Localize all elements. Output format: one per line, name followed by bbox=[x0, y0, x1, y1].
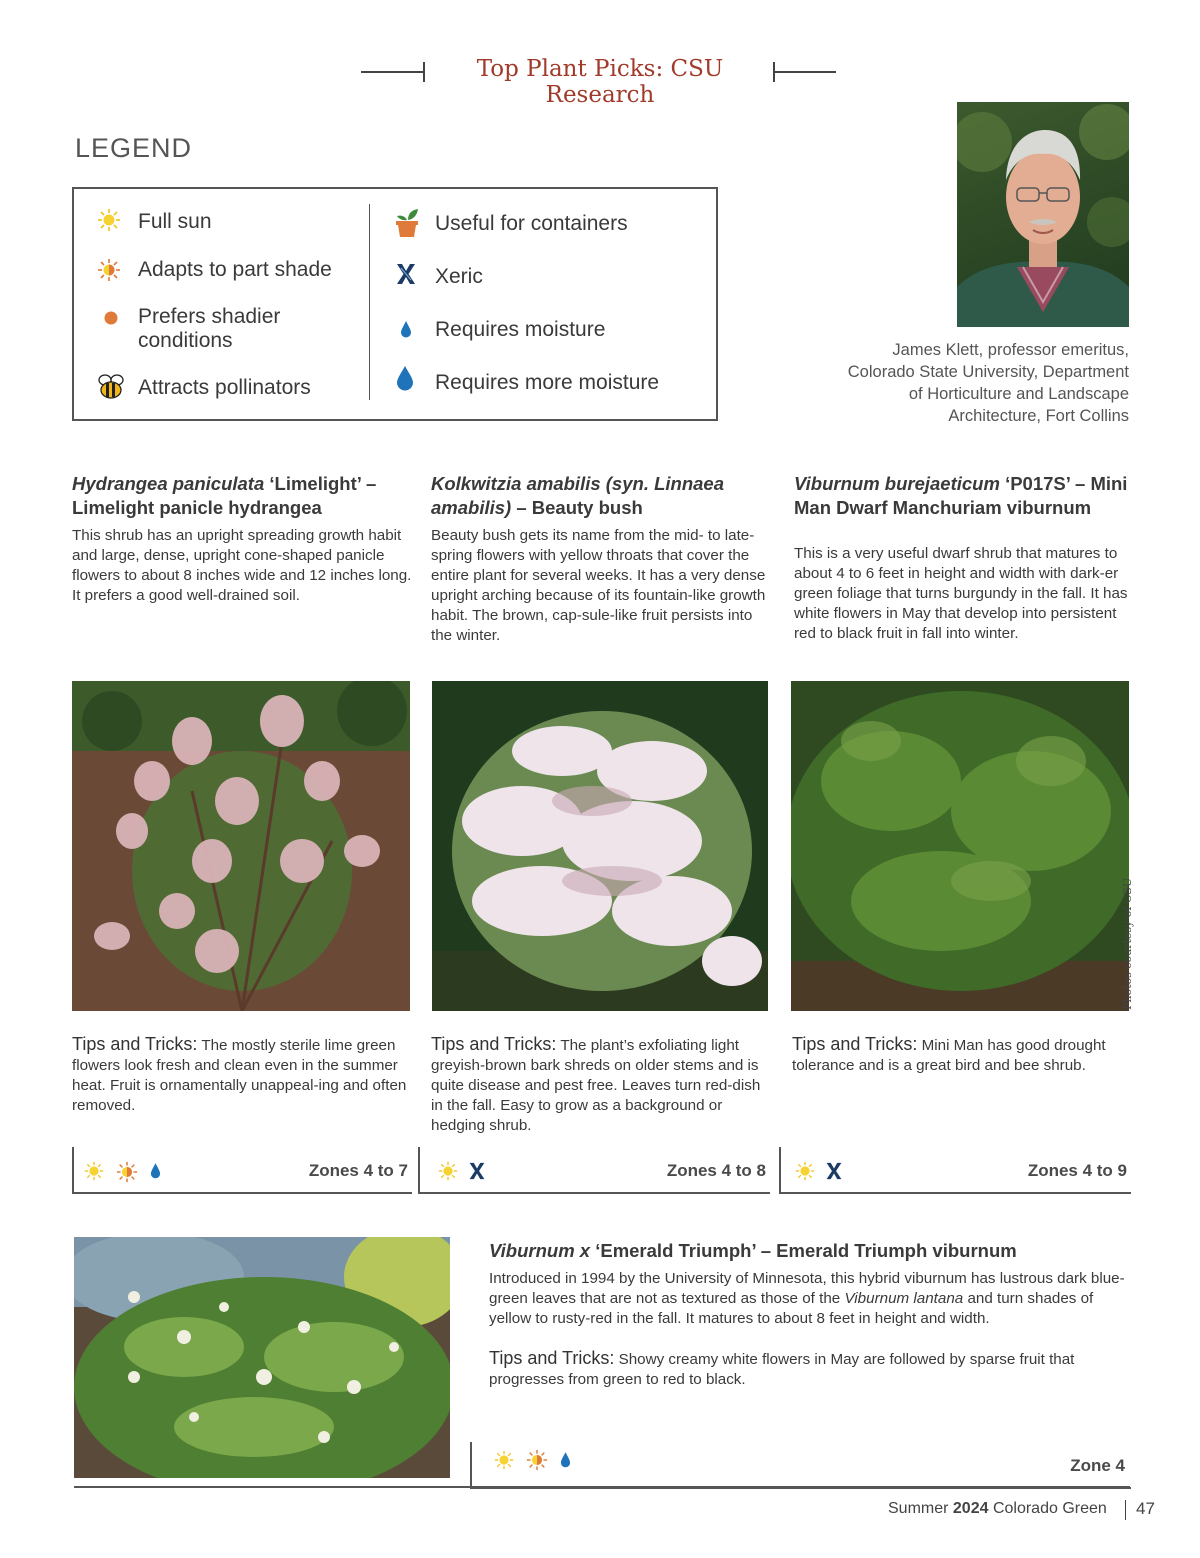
author-portrait-photo bbox=[957, 102, 1129, 327]
tips-body: The plant’s exfoliating light greyish-brown bark shreds on older stems and is quite disease and pest free. Leaves turn red-dish in the fall. Easy to grow as a background or hedging shrub. bbox=[431, 1037, 761, 1134]
page-number: 47 bbox=[1136, 1499, 1155, 1518]
footer-publication bbox=[888, 1500, 1107, 1518]
plant-title-common: ‘Emerald Triumph’ – Emerald Triumph viburnum bbox=[590, 1240, 1017, 1261]
zone-label: Zones 4 to 9 bbox=[1027, 1161, 1127, 1180]
caption-line: of Horticulture and Landscape bbox=[908, 385, 1129, 403]
tips-body: Mini Man has good drought tolerance and is a great bird and bee shrub. bbox=[792, 1037, 1106, 1074]
legend-label-shadier: Prefers shadier conditions bbox=[138, 305, 281, 352]
legend-label-moisture: Requires moisture bbox=[435, 318, 606, 341]
water-drop-large-icon bbox=[396, 365, 414, 391]
caption-line: Architecture, Fort Collins bbox=[948, 407, 1129, 425]
tips-body: Showy creamy white flowers in May are followed by sparse fruit that progresses from green to red to black. bbox=[489, 1351, 1075, 1388]
zone-label: Zones 4 to 7 bbox=[308, 1161, 408, 1180]
sun-icon bbox=[84, 1161, 104, 1181]
footer-year: 2024 bbox=[952, 1500, 989, 1517]
tips-text bbox=[72, 1034, 410, 1116]
tips-text bbox=[792, 1034, 1112, 1076]
author-caption bbox=[848, 339, 1129, 427]
zone-bar bbox=[418, 1147, 770, 1194]
caption-line: James Klett, professor emeritus, bbox=[892, 341, 1129, 359]
plant-title-common: – Beauty bush bbox=[511, 497, 643, 518]
part-shade-icon bbox=[97, 258, 121, 282]
legend-label-containers: Useful for containers bbox=[435, 212, 628, 235]
zone-bar bbox=[470, 1442, 1131, 1489]
plant-title-latin: Kolkwitzia amabilis (syn. Linnaea amabilis) bbox=[431, 473, 725, 518]
xeric-x-icon bbox=[395, 262, 417, 286]
sun-icon bbox=[97, 208, 121, 232]
tips-label: Tips and Tricks: bbox=[431, 1034, 557, 1054]
feature-tips bbox=[489, 1348, 1129, 1390]
shade-dot-icon bbox=[103, 310, 119, 326]
caption-line: Colorado State University, Department bbox=[847, 363, 1129, 381]
legend-label-pollinators: Attracts pollinators bbox=[138, 376, 311, 399]
xeric-x-icon bbox=[468, 1161, 486, 1181]
plant-title-latin: Hydrangea paniculata bbox=[72, 473, 265, 494]
zone-bar bbox=[779, 1147, 1131, 1194]
plant-description: Beauty bush gets its name from the mid- to late-spring flowers with yellow throats that cover the entire plant for several weeks. It has a very dense upright arching because of its fountain-like growth habit. The brown, cap-sule-like fruit persists into the winter. bbox=[431, 527, 766, 644]
legend-heading: LEGEND bbox=[75, 133, 193, 163]
legend-label-part-shade: Adapts to part shade bbox=[138, 258, 332, 281]
water-drop-small-icon bbox=[400, 320, 412, 338]
zone-label: Zone 4 bbox=[1070, 1456, 1125, 1475]
xeric-x-icon bbox=[825, 1161, 843, 1181]
page-header-title: Top Plant Picks: CSU Research bbox=[476, 56, 724, 108]
feature-desc-text: and turn shades of yellow to rusty-red in the fall. It matures to about 8 feet in height and width. bbox=[489, 1290, 1094, 1327]
legend-label-more-moisture: Requires more moisture bbox=[435, 371, 660, 394]
hydrangea-photo bbox=[72, 681, 410, 1011]
footer-magazine: Colorado Green bbox=[988, 1500, 1107, 1517]
plant-description: This is a very useful dwarf shrub that matures to about 4 to 6 feet in height and width with dark-er green foliage that turns burgundy in the fall. It has white flowers in May that develop into persistent red to black fruit in fall into winter. bbox=[794, 545, 1128, 642]
zone-label: Zones 4 to 8 bbox=[666, 1161, 766, 1180]
feature-title bbox=[489, 1239, 1129, 1263]
plant-title-common: ‘P017S’ – Mini Man Dwarf Manchuriam viburnum bbox=[794, 473, 1128, 518]
plant-title bbox=[794, 472, 1134, 520]
photo-credit: Photos courtesy of CSU bbox=[1121, 877, 1134, 1010]
part-shade-icon bbox=[116, 1161, 138, 1183]
container-pot-icon bbox=[394, 208, 420, 238]
plant-title bbox=[72, 472, 412, 520]
water-drop-small-icon bbox=[150, 1162, 161, 1179]
feature-description bbox=[489, 1269, 1129, 1329]
part-shade-icon bbox=[526, 1449, 548, 1471]
tips-label: Tips and Tricks: bbox=[792, 1034, 918, 1054]
footer-season: Summer bbox=[888, 1500, 953, 1517]
plant-title-latin: Viburnum x bbox=[489, 1240, 591, 1261]
plant-title bbox=[431, 472, 771, 520]
beauty-bush-photo bbox=[432, 681, 768, 1011]
plant-title-latin: Viburnum burejaeticum bbox=[794, 473, 1000, 494]
bottom-rule bbox=[74, 1486, 1130, 1488]
feature-desc-text: Introduced in 1994 by the University of Minnesota, this hybrid viburnum has lustrous dark blue-green leaves that are not as textured as those of the bbox=[489, 1270, 1125, 1307]
tips-label: Tips and Tricks: bbox=[489, 1348, 615, 1368]
header-rule-left bbox=[361, 71, 423, 73]
plant-title-common: ‘Limelight’ – Limelight panicle hydrangea bbox=[72, 473, 377, 518]
water-drop-small-icon bbox=[560, 1451, 571, 1468]
tips-label: Tips and Tricks: bbox=[72, 1034, 198, 1054]
sun-icon bbox=[494, 1450, 514, 1470]
sun-icon bbox=[438, 1161, 458, 1181]
legend-label-full-sun: Full sun bbox=[138, 210, 212, 233]
feature-desc-latin: Viburnum lantana bbox=[844, 1290, 964, 1307]
emerald-triumph-photo bbox=[74, 1237, 450, 1478]
viburnum-mini-man-photo bbox=[791, 681, 1129, 1011]
legend-label-xeric: Xeric bbox=[435, 265, 483, 288]
sun-icon bbox=[795, 1161, 815, 1181]
bee-icon bbox=[96, 373, 126, 401]
legend-divider bbox=[369, 204, 370, 400]
tips-body: The mostly sterile lime green flowers look fresh and clean even in the summer heat. Fruit is ornamentally unappeal-ing and often removed. bbox=[72, 1037, 407, 1114]
tips-text bbox=[431, 1034, 767, 1136]
header-tick-left bbox=[423, 62, 425, 82]
header-rule-right bbox=[775, 71, 836, 73]
plant-description: This shrub has an upright spreading growth habit and large, dense, upright cone-shaped panicle flowers to about 8 inches wide and 12 inches long. It prefers a good well-drained soil. bbox=[72, 527, 412, 604]
footer-divider bbox=[1125, 1500, 1126, 1520]
zone-bar bbox=[72, 1147, 412, 1194]
